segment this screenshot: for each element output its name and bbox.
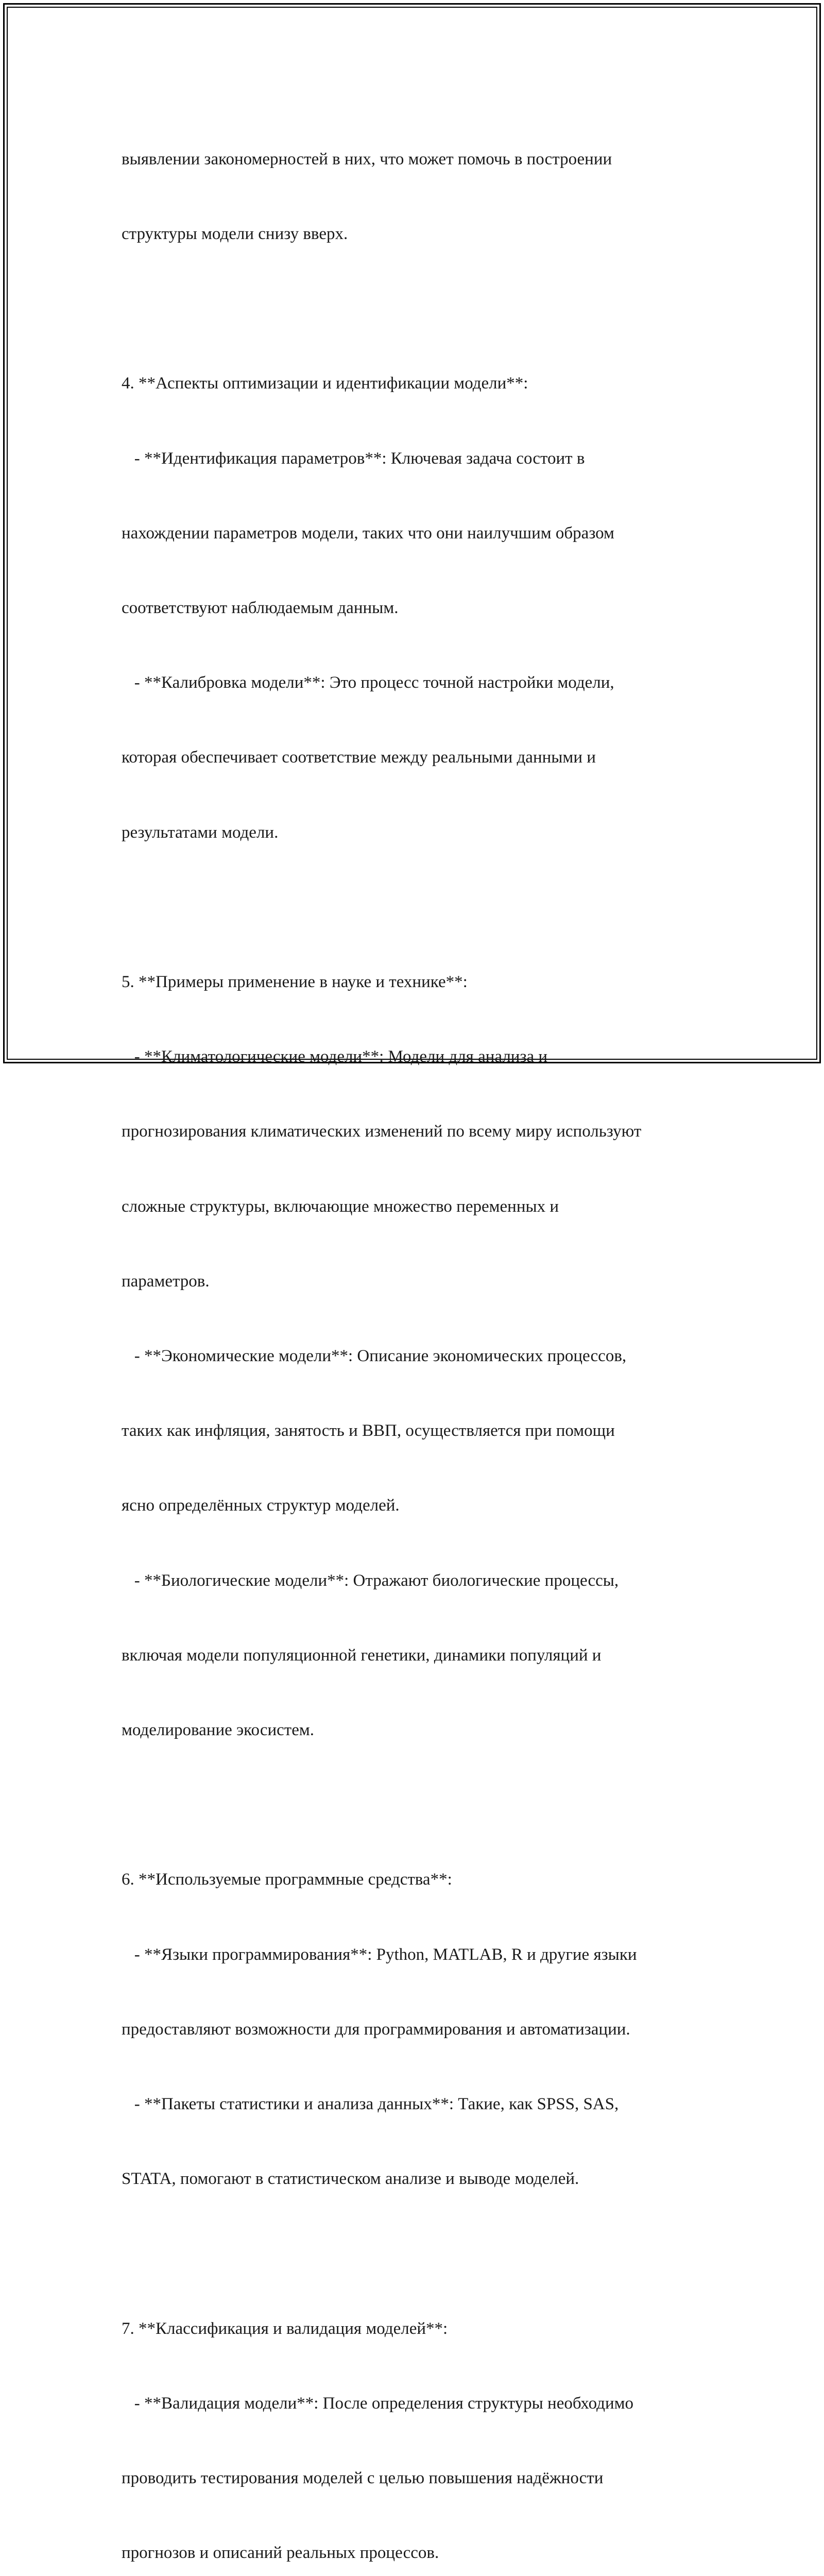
document-body bbox=[122, 97, 740, 2576]
section-heading-6: 6. **Используемые программные средства**: bbox=[122, 1870, 452, 1889]
text-line: структуры модели снизу вверх. bbox=[122, 225, 348, 244]
text-line: соответствуют наблюдаемым данным. bbox=[122, 599, 399, 618]
section-heading-5: 5. **Примеры применение в науке и технике**: bbox=[122, 973, 468, 992]
section-heading-7: 7. **Классификация и валидация моделей**: bbox=[122, 2319, 448, 2338]
text-line: - **Валидация модели**: После определения структуры необходимо bbox=[122, 2394, 634, 2413]
text-line: сложные структуры, включающие множество переменных и bbox=[122, 1197, 559, 1216]
text-line: нахождении параметров модели, таких что они наилучшим образом bbox=[122, 523, 614, 543]
text-line: - **Пакеты статистики и анализа данных**: Такие, как SPSS, SAS, bbox=[122, 2095, 619, 2114]
text-line: - **Идентификация параметров**: Ключевая задача состоит в bbox=[122, 449, 585, 468]
text-line: таких как инфляция, занятость и ВВП, осуществляется при помощи bbox=[122, 1421, 615, 1440]
text-line: прогнозирования климатических изменений по всему миру используют bbox=[122, 1122, 642, 1141]
text-line: прогнозов и описаний реальных процессов. bbox=[122, 2544, 439, 2563]
text-line: проводить тестирования моделей с целью повышения надёжности bbox=[122, 2469, 604, 2488]
text-line: - **Экономические модели**: Описание экономических процессов, bbox=[122, 1347, 627, 1366]
blank-line bbox=[122, 296, 740, 321]
text-line: ясно определённых структур моделей. bbox=[122, 1496, 400, 1515]
text-line: выявлении закономерностей в них, что может помочь в построении bbox=[122, 149, 612, 168]
text-line: результатами модели. bbox=[122, 823, 279, 842]
text-line: - **Биологические модели**: Отражают биологические процессы, bbox=[122, 1571, 619, 1590]
text-line: предоставляют возможности для программирования и автоматизации. bbox=[122, 2020, 630, 2039]
text-line: - **Климатологические модели**: Модели для анализа и bbox=[122, 1047, 548, 1066]
blank-line bbox=[122, 895, 740, 920]
blank-line bbox=[122, 1792, 740, 1817]
blank-line bbox=[122, 2242, 740, 2266]
text-line: - **Калибровка модели**: Это процесс точной настройки модели, bbox=[122, 673, 614, 692]
text-line: моделирование экосистем. bbox=[122, 1721, 315, 1740]
text-line: STATA, помогают в статистическом анализе и выводе моделей. bbox=[122, 2170, 579, 2189]
text-line: которая обеспечивает соответствие между реальными данными и bbox=[122, 748, 596, 767]
section-heading-4: 4. **Аспекты оптимизации и идентификации модели**: bbox=[122, 374, 528, 393]
text-line: включая модели популяционной генетики, динамики популяций и bbox=[122, 1646, 602, 1665]
text-line: параметров. bbox=[122, 1272, 210, 1291]
text-line: - **Языки программирования**: Python, MATLAB, R и другие языки bbox=[122, 1945, 637, 1964]
